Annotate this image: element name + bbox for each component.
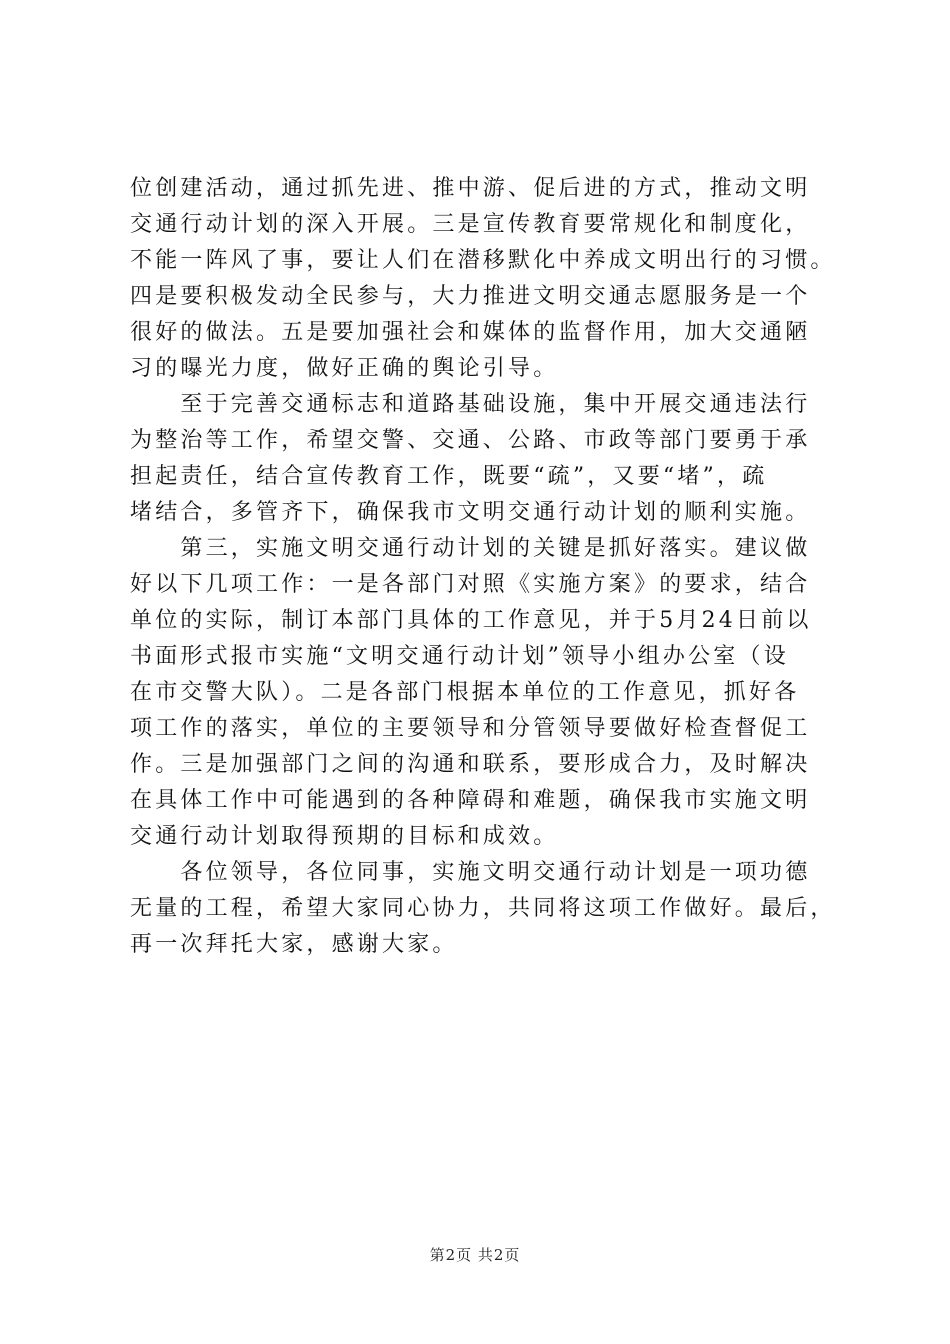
text-line: 在市交警大队）。二是各部门根据本单位的工作意见，抓好各 [130,680,800,705]
text-line: 为整治等工作，希望交警、交通、公路、市政等部门要勇于承 [130,428,811,453]
text-line: 四是要积极发动全民参与，大力推进文明交通志愿服务是一个 [130,284,811,309]
text-line: 好以下几项工作：一是各部门对照《实施方案》的要求，结合 [130,572,811,597]
text-line: 堵结合，多管齐下，确保我市文明交通行动计划的顺利实施。 [130,500,811,525]
text-line: 位创建活动，通过抓先进、推中游、促后进的方式，推动文明 [130,176,811,201]
page-number-footer: 第2页 共2页 [429,1246,521,1264]
text-line: 单位的实际，制订本部门具体的工作意见，并于5月24日前以 [130,608,812,633]
text-line: 不能一阵风了事，要让人们在潜移默化中养成文明出行的习惯。 [130,248,836,273]
text-line: 交通行动计划取得预期的目标和成效。 [130,824,559,849]
text-line: 交通行动计划的深入开展。三是宣传教育要常规化和制度化， [130,212,811,237]
text-line: 至于完善交通标志和道路基础设施，集中开展交通违法行 [130,392,811,417]
text-line: 项工作的落实，单位的主要领导和分管领导要做好检查督促工 [130,716,811,741]
text-line: 很好的做法。五是要加强社会和媒体的监督作用，加大交通陋 [130,320,811,345]
text-line: 无量的工程，希望大家同心协力，共同将这项工作做好。最后， [130,896,836,921]
text-line: 作。三是加强部门之间的沟通和联系，要形成合力，及时解决 [130,752,811,777]
document-body [130,171,836,963]
text-line: 各位领导，各位同事，实施文明交通行动计划是一项功德 [130,860,811,885]
text-line: 第三，实施文明交通行动计划的关键是抓好落实。建议做 [130,536,811,561]
text-line: 习的曝光力度，做好正确的舆论引导。 [130,356,559,381]
text-line: 担起责任，结合宣传教育工作，既要“疏”，又要“堵”，疏 [130,464,768,489]
text-line: 在具体工作中可能遇到的各种障碍和难题，确保我市实施文明 [130,788,811,813]
text-line: 书面形式报市实施“文明交通行动计划”领导小组办公室（设 [130,644,789,669]
text-line: 再一次拜托大家，感谢大家。 [130,932,458,957]
